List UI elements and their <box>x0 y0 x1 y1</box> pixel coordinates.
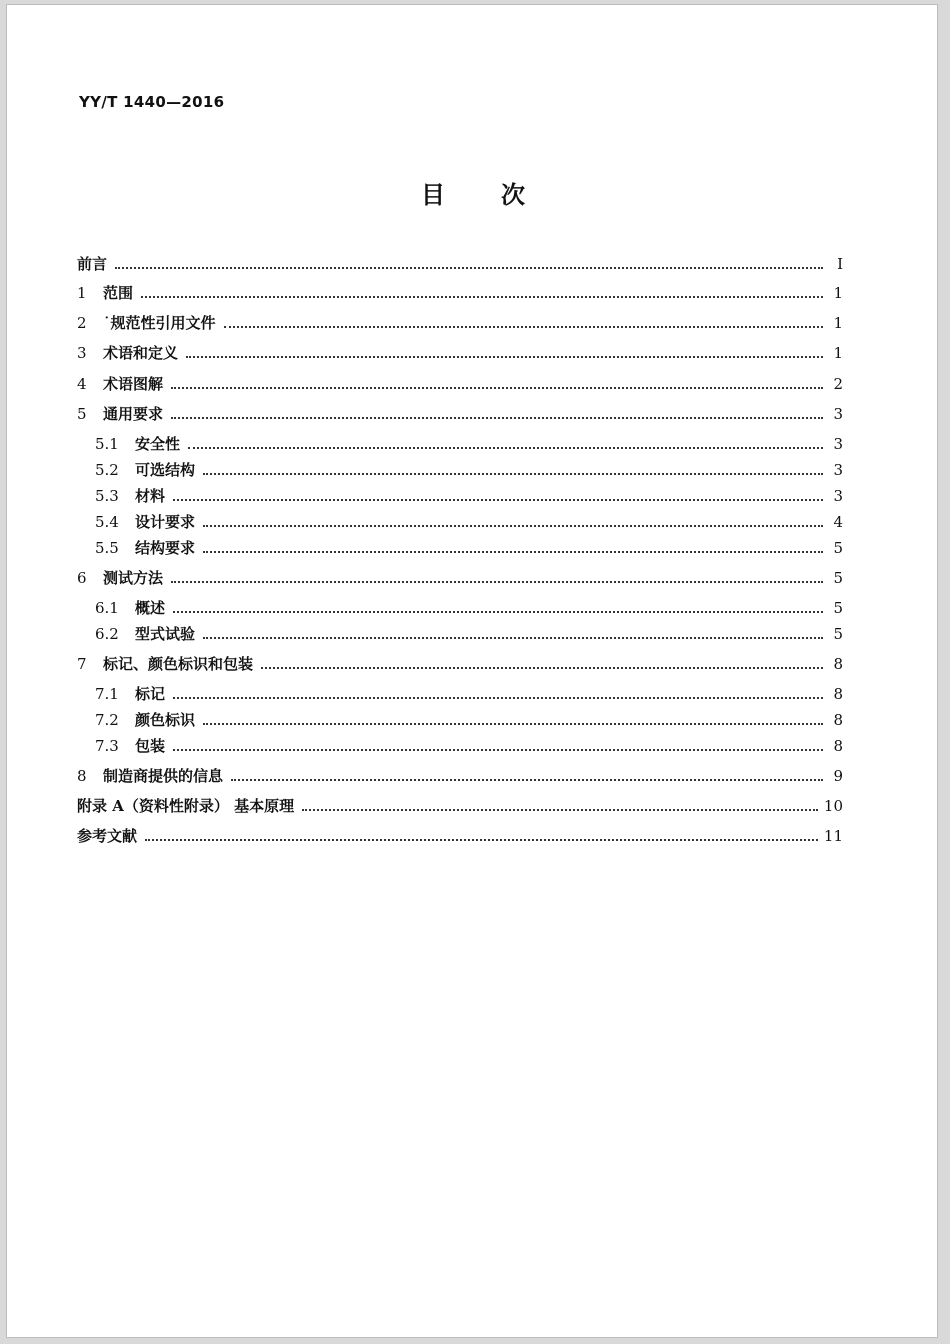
toc-leader <box>203 723 823 725</box>
toc-label: 测试方法 <box>103 569 164 587</box>
toc-page-number: 3 <box>833 461 843 479</box>
toc-entry-5-3[interactable] <box>95 485 843 507</box>
toc-leader <box>231 779 823 781</box>
toc-label: 标记 <box>135 685 166 703</box>
toc-page-number: 1 <box>833 284 843 302</box>
toc-leader <box>224 326 823 328</box>
toc-leader <box>203 551 823 553</box>
toc-entry-4[interactable] <box>77 373 843 395</box>
toc-entry-7-1[interactable] <box>95 683 843 705</box>
toc-entry-5-1[interactable] <box>95 433 843 455</box>
toc-page-number: 4 <box>833 513 843 531</box>
toc-leader <box>173 697 823 699</box>
toc-number: 7.1 <box>95 685 119 703</box>
toc-label: ˙规范性引用文件 <box>103 314 216 332</box>
toc-leader <box>173 611 823 613</box>
toc-number: 7.2 <box>95 711 119 729</box>
toc-entry-6[interactable] <box>77 567 843 589</box>
toc-page-number: 9 <box>833 767 843 785</box>
toc-label: 型式试验 <box>135 625 196 643</box>
toc-page-number: 10 <box>823 797 843 815</box>
toc-leader <box>145 839 818 841</box>
document-page <box>6 4 938 1338</box>
toc-leader <box>171 581 823 583</box>
toc-page-number: 8 <box>833 737 843 755</box>
toc-number: 6.1 <box>95 599 119 617</box>
toc-page-number: 3 <box>833 435 843 453</box>
toc-number: 6 <box>77 569 87 587</box>
toc-entry-5-5[interactable] <box>95 537 843 559</box>
toc-leader <box>173 749 823 751</box>
toc-label: 术语和定义 <box>103 344 179 362</box>
toc-page-number: 3 <box>833 487 843 505</box>
toc-label: 制造商提供的信息 <box>103 767 224 785</box>
toc-number: 1 <box>77 284 87 302</box>
toc-leader <box>141 296 823 298</box>
toc-page-number: 1 <box>833 344 843 362</box>
toc-label: 参考文献 <box>77 827 138 845</box>
toc-number: 5.4 <box>95 513 119 531</box>
toc-page-number: 8 <box>833 655 843 673</box>
toc-entry-5[interactable] <box>77 403 843 425</box>
toc-entry-1[interactable] <box>77 282 843 304</box>
toc-number: 6.2 <box>95 625 119 643</box>
toc-label: 术语图解 <box>103 375 164 393</box>
toc-leader <box>261 667 823 669</box>
toc-entry-5-2[interactable] <box>95 459 843 481</box>
toc-number: 3 <box>77 344 87 362</box>
toc-entry-foreword[interactable] <box>77 253 843 275</box>
toc-page-number: 5 <box>833 599 843 617</box>
toc-entry-7-2[interactable] <box>95 709 843 731</box>
toc-page-number: 11 <box>823 827 843 845</box>
toc-leader <box>171 417 823 419</box>
toc-entry-3[interactable] <box>77 342 843 364</box>
toc-label: 材料 <box>135 487 166 505</box>
toc-page-number: 8 <box>833 685 843 703</box>
toc-label: 安全性 <box>135 435 181 453</box>
toc-label: 范围 <box>103 284 134 302</box>
toc-leader <box>188 447 823 449</box>
toc-leader <box>115 267 823 269</box>
toc-page-number: 2 <box>833 375 843 393</box>
toc-number: 7 <box>77 655 87 673</box>
toc-number: 5.3 <box>95 487 119 505</box>
toc-label: 概述 <box>135 599 166 617</box>
toc-leader <box>203 525 823 527</box>
toc-label: 附录 A（资料性附录） 基本原理 <box>77 797 295 815</box>
toc-page-number: 5 <box>833 539 843 557</box>
toc-page-number: 1 <box>833 314 843 332</box>
toc-number: 5.1 <box>95 435 119 453</box>
toc-entry-6-1[interactable] <box>95 597 843 619</box>
toc-entry-5-4[interactable] <box>95 511 843 533</box>
toc-number: 2 <box>77 314 87 332</box>
toc-leader <box>203 473 823 475</box>
toc-page-number: 5 <box>833 569 843 587</box>
toc-page-number: I <box>837 255 843 273</box>
toc-label: 通用要求 <box>103 405 164 423</box>
toc-number: 5.5 <box>95 539 119 557</box>
toc-number: 5.2 <box>95 461 119 479</box>
toc-entry-6-2[interactable] <box>95 623 843 645</box>
toc-label: 包装 <box>135 737 166 755</box>
toc-leader <box>203 637 823 639</box>
toc-entry-8[interactable] <box>77 765 843 787</box>
toc-number: 4 <box>77 375 87 393</box>
toc-leader <box>173 499 823 501</box>
toc-entry-7-3[interactable] <box>95 735 843 757</box>
toc-entry-bibliography[interactable] <box>77 825 843 847</box>
toc-label: 可选结构 <box>135 461 196 479</box>
toc-label: 标记、颜色标识和包装 <box>103 655 254 673</box>
toc-entry-appendix-a[interactable] <box>77 795 843 817</box>
toc-leader <box>302 809 818 811</box>
toc-label: 结构要求 <box>135 539 196 557</box>
toc-label: 颜色标识 <box>135 711 196 729</box>
toc-entry-2[interactable] <box>77 312 843 334</box>
toc-leader <box>186 356 823 358</box>
toc-entry-7[interactable] <box>77 653 843 675</box>
standard-code: YY/T 1440—2016 <box>79 93 225 111</box>
page-title: 目次 <box>421 180 581 209</box>
toc-page-number: 3 <box>833 405 843 423</box>
toc-label: 设计要求 <box>135 513 196 531</box>
toc-leader <box>171 387 823 389</box>
toc-number: 7.3 <box>95 737 119 755</box>
toc-label: 前言 <box>77 255 108 273</box>
toc-number: 5 <box>77 405 87 423</box>
toc-number: 8 <box>77 767 87 785</box>
toc-page-number: 5 <box>833 625 843 643</box>
toc-page-number: 8 <box>833 711 843 729</box>
